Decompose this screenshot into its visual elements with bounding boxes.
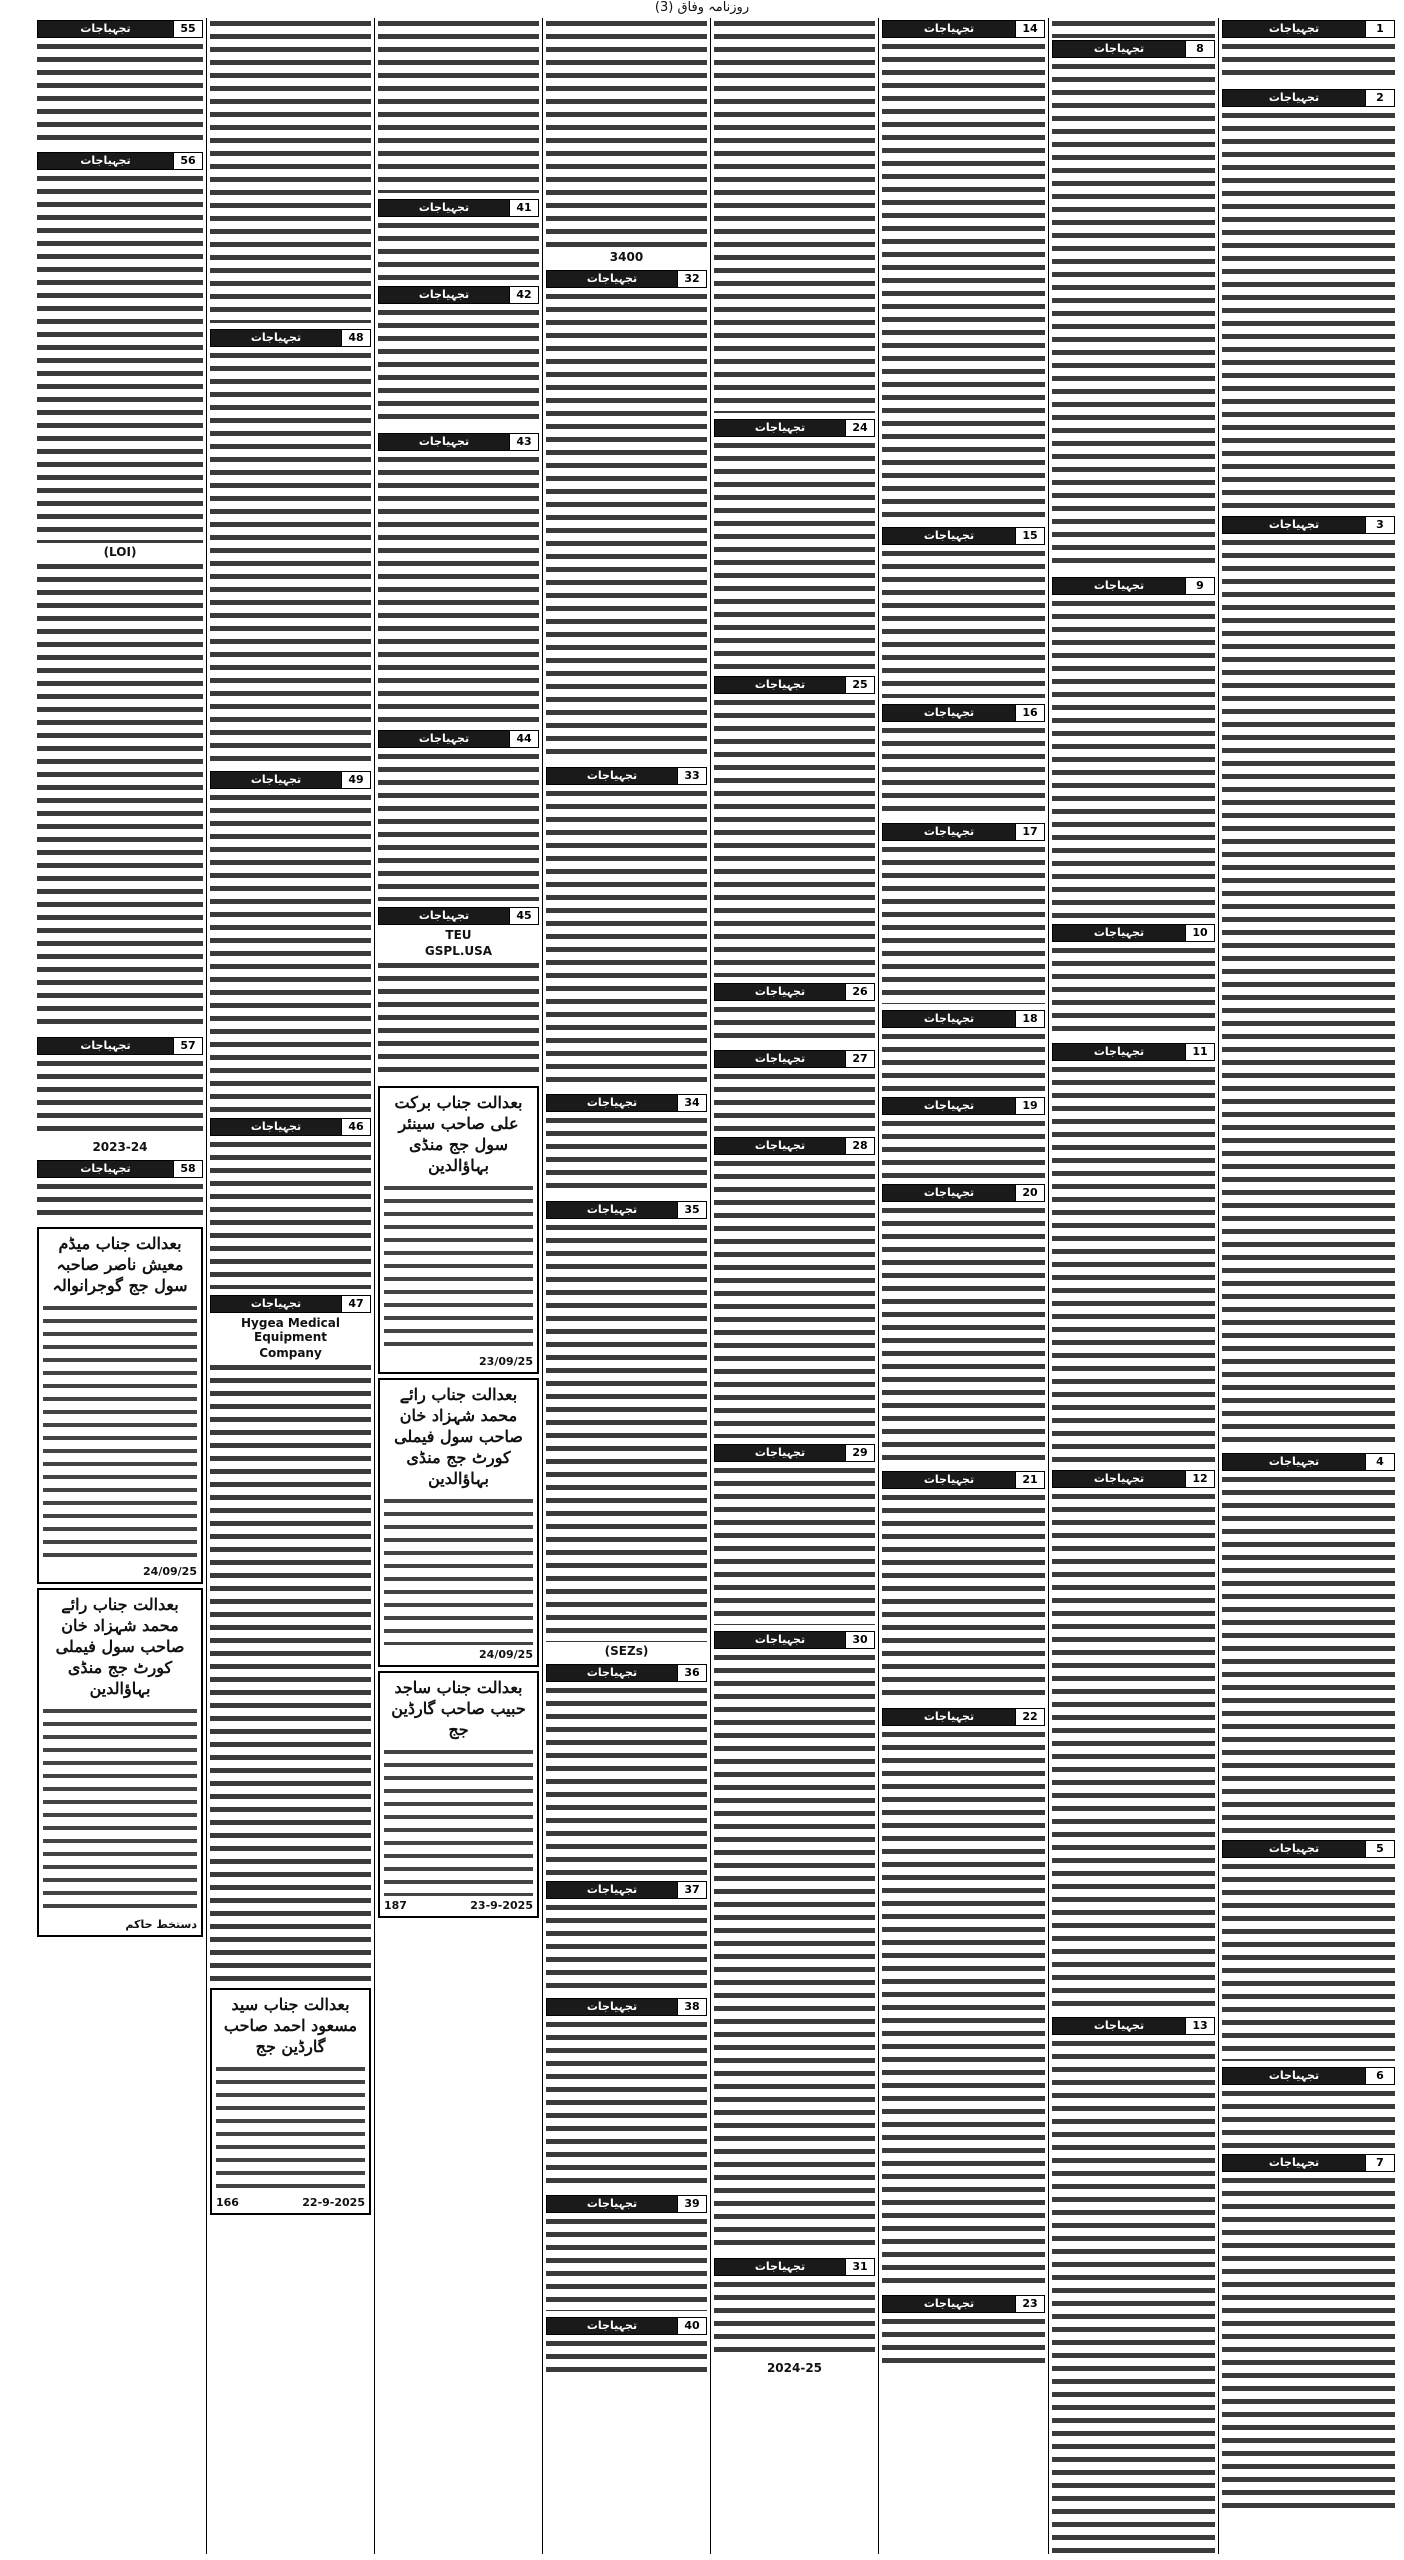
item-label: تجہیاجات	[38, 21, 173, 37]
item-label: تجہیاجات	[883, 528, 1015, 544]
item-body	[1052, 61, 1215, 571]
item-number: 55	[173, 21, 202, 37]
notice-body	[384, 1182, 533, 1352]
news-item	[882, 1708, 1045, 2289]
item-label: تجہیاجات	[379, 908, 509, 924]
item-body	[882, 1031, 1045, 1091]
item-body	[882, 548, 1045, 698]
item-number: 3	[1365, 517, 1394, 533]
item-label: تجہیاجات	[883, 824, 1015, 840]
item-number: 29	[845, 1445, 874, 1461]
fragment-teu: TEU	[445, 928, 472, 942]
notice-body	[43, 1705, 197, 1915]
news-item	[882, 1010, 1045, 1091]
item-label: تجہیاجات	[547, 1999, 677, 2015]
news-item	[1222, 2154, 1395, 2515]
item-body	[1052, 598, 1215, 918]
news-item	[1222, 516, 1395, 1447]
item-label: تجہیاجات	[547, 1882, 677, 1898]
item-label: تجہیاجات	[715, 1051, 845, 1067]
item-body	[546, 18, 707, 248]
news-item	[546, 2317, 707, 2378]
news-item	[210, 1295, 371, 1982]
news-item	[714, 1050, 875, 1131]
item-number: 19	[1015, 1098, 1044, 1114]
item-label: تجہیاجات	[38, 1038, 173, 1054]
news-item	[1052, 18, 1215, 571]
item-body	[882, 844, 1045, 1004]
item-body	[714, 1071, 875, 1131]
notice-court: بعدالت جناب میڈم معیش ناصر صاحبہ سول جج گوجرانوالہ	[52, 1234, 188, 1295]
item-body	[546, 1685, 707, 1875]
item-body	[1052, 945, 1215, 1037]
item-body	[714, 2279, 875, 2359]
column-2	[1048, 18, 1218, 2554]
item-label: تجہیاجات	[379, 434, 509, 450]
notice-body	[384, 1746, 533, 1896]
item-body	[1052, 1491, 1215, 2011]
column-1	[1218, 18, 1398, 2554]
notice-ref: 187	[384, 1899, 407, 1912]
notice-court: بعدالت جناب رائے محمد شہزاد خان صاحب سول فیملی کورٹ جج منڈی بہاؤالدین	[55, 1595, 185, 1698]
news-item	[546, 1201, 707, 1658]
item-number: 1	[1365, 21, 1394, 37]
item-body	[882, 1492, 1045, 1702]
item-label: تجہیاجات	[715, 984, 845, 1000]
news-item	[210, 329, 371, 765]
news-item	[1222, 20, 1395, 83]
item-body	[546, 2216, 707, 2311]
item-label: تجہیاجات	[715, 1632, 845, 1648]
news-item	[210, 1118, 371, 1289]
item-body	[714, 1652, 875, 2252]
item-number: 40	[677, 2318, 706, 2334]
item-body	[546, 2338, 707, 2378]
news-item	[1052, 924, 1215, 1037]
item-label: تجہیاجات	[715, 420, 845, 436]
item-label: تجہیاجات	[211, 1296, 341, 1312]
item-label: تجہیاجات	[1053, 578, 1185, 594]
news-item	[714, 1444, 875, 1625]
item-number: 22	[1015, 1709, 1044, 1725]
item-number: 15	[1015, 528, 1044, 544]
news-item	[546, 270, 707, 761]
news-item	[714, 2258, 875, 2375]
item-number: 27	[845, 1051, 874, 1067]
item-number: 38	[677, 1999, 706, 2015]
item-number: 43	[509, 434, 538, 450]
item-body	[882, 725, 1045, 817]
item-number: 34	[677, 1095, 706, 1111]
news-item	[1222, 1453, 1395, 1834]
item-number: 4	[1365, 1454, 1394, 1470]
news-item	[378, 730, 539, 901]
item-number: 42	[509, 287, 538, 303]
news-item	[546, 2195, 707, 2311]
item-body	[546, 1902, 707, 1992]
news-item	[1052, 2017, 1215, 2554]
item-label: تجہیاجات	[715, 1138, 845, 1154]
item-label: تجہیاجات	[1053, 925, 1185, 941]
news-item	[882, 1184, 1045, 1465]
item-body	[1222, 2175, 1395, 2515]
item-number: 39	[677, 2196, 706, 2212]
news-item	[714, 419, 875, 670]
item-body	[37, 1181, 203, 1221]
item-body	[1222, 1861, 1395, 2061]
news-item	[882, 527, 1045, 698]
item-number: 58	[173, 1161, 202, 1177]
column-3	[878, 18, 1048, 2554]
item-body	[378, 960, 539, 1080]
item-label: تجہیاجات	[1223, 1454, 1365, 1470]
item-body	[37, 561, 203, 1031]
item-number: 37	[677, 1882, 706, 1898]
column-5	[542, 18, 710, 2554]
item-body	[714, 1004, 875, 1044]
fragment-gspl: GSPL.USA	[424, 944, 493, 958]
item-label: تجہیاجات	[547, 2196, 677, 2212]
item-label: تجہیاجات	[883, 1709, 1015, 1725]
item-body	[378, 454, 539, 724]
item-number: 10	[1185, 925, 1214, 941]
column-7	[206, 18, 374, 2554]
news-item	[546, 1664, 707, 1875]
item-label: تجہیاجات	[883, 2296, 1015, 2312]
item-label: تجہیاجات	[1223, 90, 1365, 106]
notice-court: بعدالت جناب سید مسعود احمد صاحب گارڈین جج	[223, 1995, 358, 2056]
item-label: تجہیاجات	[38, 153, 173, 169]
item-body	[546, 1115, 707, 1195]
court-notice	[378, 1671, 539, 1918]
item-body	[1222, 537, 1395, 1447]
item-number: 26	[845, 984, 874, 1000]
news-item	[714, 18, 875, 413]
item-body	[37, 1058, 203, 1138]
item-number: 14	[1015, 21, 1044, 37]
notice-body	[43, 1302, 197, 1562]
item-body	[714, 1465, 875, 1625]
news-item	[882, 704, 1045, 817]
news-item	[714, 983, 875, 1044]
item-body	[1222, 1474, 1395, 1834]
item-number: 2	[1365, 90, 1394, 106]
news-item	[1052, 577, 1215, 918]
news-item	[210, 18, 371, 323]
news-item	[378, 907, 539, 1080]
news-item	[882, 1471, 1045, 1702]
item-label: تجہیاجات	[1223, 1841, 1365, 1857]
item-body	[714, 18, 875, 413]
item-body	[1052, 18, 1215, 38]
notice-court: بعدالت جناب رائے محمد شہزاد خان صاحب سول فیملی کورٹ جج منڈی بہاؤالدین	[394, 1385, 523, 1488]
news-item	[37, 152, 203, 1031]
notice-ref: 166	[216, 2196, 239, 2209]
item-label: تجہیاجات	[547, 1665, 677, 1681]
notice-date: 24/09/25	[143, 1565, 197, 1578]
item-number: 5	[1365, 1841, 1394, 1857]
item-label: تجہیاجات	[1053, 1471, 1185, 1487]
item-body	[882, 1118, 1045, 1178]
news-item	[210, 771, 371, 1112]
notice-body	[216, 2063, 365, 2193]
news-item	[1052, 1043, 1215, 1464]
item-label: تجہیاجات	[547, 1202, 677, 1218]
item-body	[378, 220, 539, 280]
news-item	[546, 18, 707, 264]
court-notice	[37, 1588, 203, 1937]
fragment-sez: (SEZs)	[604, 1644, 649, 1658]
item-label: تجہیاجات	[883, 1472, 1015, 1488]
item-label: تجہیاجات	[379, 287, 509, 303]
item-body	[1222, 2088, 1395, 2148]
item-label: تجہیاجات	[883, 1185, 1015, 1201]
news-item	[882, 20, 1045, 521]
notice-court: بعدالت جناب برکت علی صاحب سینئر سول جج منڈی بہاؤالدین	[394, 1093, 523, 1175]
item-number: 41	[509, 200, 538, 216]
item-number: 23	[1015, 2296, 1044, 2312]
item-number: 35	[677, 1202, 706, 1218]
item-label: تجہیاجات	[1053, 41, 1185, 57]
court-notice	[37, 1227, 203, 1584]
item-body	[378, 18, 539, 193]
item-number: 33	[677, 768, 706, 784]
item-label: تجہیاجات	[715, 2259, 845, 2275]
item-number: 24	[845, 420, 874, 436]
item-body	[546, 291, 707, 761]
item-number: 46	[341, 1119, 370, 1135]
item-body	[882, 2316, 1045, 2366]
news-item	[882, 823, 1045, 1004]
news-item	[546, 1881, 707, 1992]
news-item	[378, 18, 539, 193]
item-body	[1052, 1064, 1215, 1464]
item-body	[882, 41, 1045, 521]
item-body	[882, 1729, 1045, 2289]
column-8	[34, 18, 206, 2554]
item-label: تجہیاجات	[883, 21, 1015, 37]
news-item	[546, 1094, 707, 1195]
notice-body	[384, 1495, 533, 1645]
column-6	[374, 18, 542, 2554]
item-number: 57	[173, 1038, 202, 1054]
item-body	[546, 1222, 707, 1642]
item-body	[1222, 41, 1395, 83]
item-label: تجہیاجات	[211, 330, 341, 346]
news-item	[378, 286, 539, 427]
news-item	[546, 1998, 707, 2189]
item-label: تجہیاجات	[715, 677, 845, 693]
item-number: 49	[341, 772, 370, 788]
notice-court: بعدالت جناب ساجد حبیب صاحب گارڈین جج	[391, 1678, 526, 1739]
item-body	[714, 697, 875, 977]
item-number: 9	[1185, 578, 1214, 594]
item-number: 48	[341, 330, 370, 346]
notice-date: 23-9-2025	[470, 1899, 533, 1912]
court-notice	[210, 1988, 371, 2215]
news-item	[378, 199, 539, 280]
item-number: 47	[341, 1296, 370, 1312]
news-item	[378, 433, 539, 724]
item-body	[210, 792, 371, 1112]
item-body	[378, 751, 539, 901]
item-number: 28	[845, 1138, 874, 1154]
news-item	[714, 676, 875, 977]
item-body	[210, 1362, 371, 1982]
news-item	[1222, 89, 1395, 510]
news-item	[714, 1137, 875, 1438]
news-item	[882, 2295, 1045, 2366]
news-item	[882, 1097, 1045, 1178]
item-number: 56	[173, 153, 202, 169]
news-item	[37, 1160, 203, 1221]
item-label: تجہیاجات	[1053, 1044, 1185, 1060]
item-body	[210, 350, 371, 765]
item-label: تجہیاجات	[547, 271, 677, 287]
fragment-fiscal-year: 2024-25	[766, 2361, 823, 2375]
item-label: تجہیاجات	[547, 1095, 677, 1111]
item-body	[1222, 110, 1395, 510]
item-label: تجہیاجات	[379, 731, 509, 747]
item-number: 11	[1185, 1044, 1214, 1060]
news-item	[37, 1037, 203, 1154]
item-body	[546, 788, 707, 1088]
item-label: تجہیاجات	[211, 772, 341, 788]
item-number: 18	[1015, 1011, 1044, 1027]
news-item	[714, 1631, 875, 2252]
item-body	[1052, 2038, 1215, 2554]
item-number: 20	[1015, 1185, 1044, 1201]
item-body	[378, 307, 539, 427]
item-label: تجہیاجات	[1223, 517, 1365, 533]
item-number: 7	[1365, 2155, 1394, 2171]
item-number: 31	[845, 2259, 874, 2275]
item-number: 30	[845, 1632, 874, 1648]
news-item	[37, 20, 203, 146]
item-label: تجہیاجات	[1053, 2018, 1185, 2034]
news-item	[546, 767, 707, 1088]
item-number: 16	[1015, 705, 1044, 721]
item-label: تجہیاجات	[1223, 2068, 1365, 2084]
fragment-company: Hygea Medical Equipment	[241, 1316, 340, 1344]
item-label: تجہیاجات	[883, 705, 1015, 721]
item-number: 25	[845, 677, 874, 693]
item-label: تجہیاجات	[38, 1161, 173, 1177]
item-number: 13	[1185, 2018, 1214, 2034]
fragment-company-suffix: Company	[259, 1346, 322, 1360]
item-body	[37, 173, 203, 543]
fragment-loi: (LOI)	[103, 545, 137, 559]
item-label: تجہیاجات	[883, 1011, 1015, 1027]
news-item	[1052, 1470, 1215, 2011]
item-number: 36	[677, 1665, 706, 1681]
notice-date: 22-9-2025	[302, 2196, 365, 2209]
item-label: تجہیاجات	[547, 768, 677, 784]
notice-date: 24/09/25	[479, 1648, 533, 1661]
item-label: تجہیاجات	[715, 1445, 845, 1461]
item-number: 12	[1185, 1471, 1214, 1487]
item-number: 17	[1015, 824, 1044, 840]
item-label: تجہیاجات	[379, 200, 509, 216]
column-4	[710, 18, 878, 2554]
item-body	[210, 18, 371, 323]
item-label: تجہیاجات	[547, 2318, 677, 2334]
item-body	[546, 2019, 707, 2189]
item-label: تجہیاجات	[1223, 21, 1365, 37]
court-notice	[378, 1086, 539, 1374]
item-body	[210, 1139, 371, 1289]
page-masthead: روزنامہ وفاق (3)	[654, 0, 750, 15]
item-body	[714, 1158, 875, 1438]
item-body	[37, 41, 203, 146]
court-notice	[378, 1378, 539, 1667]
fragment-fiscal-year: 2023-24	[92, 1140, 148, 1154]
notice-code: دستخط حاکم	[125, 1918, 197, 1931]
item-number: 6	[1365, 2068, 1394, 2084]
fragment-amount: 3400	[609, 250, 644, 264]
item-number: 32	[677, 271, 706, 287]
item-label: تجہیاجات	[883, 1098, 1015, 1114]
notice-date: 23/09/25	[479, 1355, 533, 1368]
item-number: 21	[1015, 1472, 1044, 1488]
item-number: 45	[509, 908, 538, 924]
item-label: تجہیاجات	[211, 1119, 341, 1135]
item-label: تجہیاجات	[1223, 2155, 1365, 2171]
newspaper-page	[6, 18, 1398, 2554]
item-number: 44	[509, 731, 538, 747]
news-item	[1222, 1840, 1395, 2061]
item-number: 8	[1185, 41, 1214, 57]
news-item	[1222, 2067, 1395, 2148]
item-body	[714, 440, 875, 670]
item-body	[882, 1205, 1045, 1465]
